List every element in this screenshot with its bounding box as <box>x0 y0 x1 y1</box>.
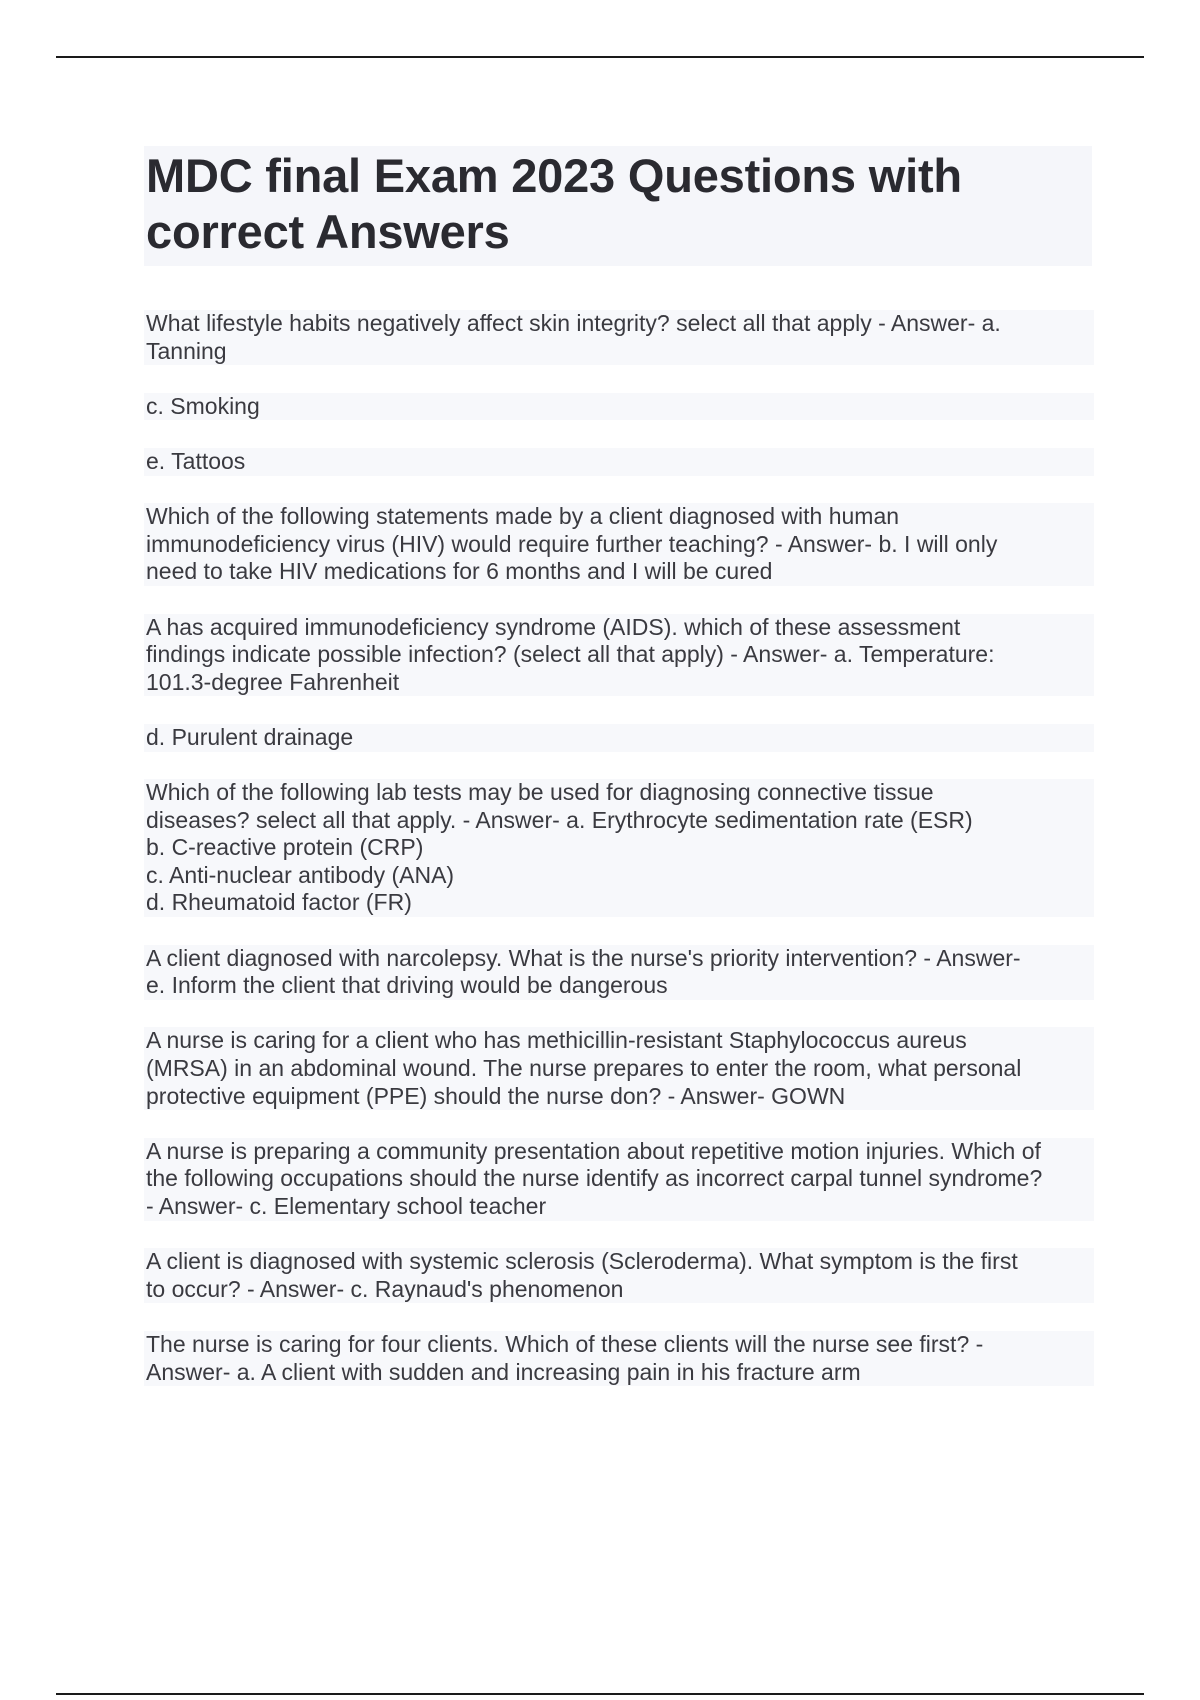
paragraph: e. Tattoos <box>144 448 1094 476</box>
paragraph: A client is diagnosed with systemic sclerosis (Scleroderma). What symptom is the first to occur? - Answer- c. Raynaud's phenomenon <box>144 1248 1094 1303</box>
paragraph: Which of the following statements made by a client diagnosed with human immunodeficiency virus (HIV) would require further teaching? - Answer- b. I will only need to take HIV medications for 6 months and I will be cured <box>144 503 1094 586</box>
paragraph: A nurse is preparing a community presentation about repetitive motion injuries. Which of the following occupations should the nurse identify as incorrect carpal tunnel syndrome? - Answer- c. Elementary school teacher <box>144 1138 1094 1221</box>
paragraph: Which of the following lab tests may be used for diagnosing connective tissue diseases? select all that apply. - Answer- a. Erythrocyte sedimentation rate (ESR) b. C-reactive protein (CRP) c. Anti-nuclear antibody (ANA) d. Rheumatoid factor (FR) <box>144 779 1094 917</box>
header-rule <box>56 56 1144 58</box>
paragraph: A client diagnosed with narcolepsy. What is the nurse's priority intervention? - Answer- e. Inform the client that driving would be dangerous <box>144 945 1094 1000</box>
paragraph: d. Purulent drainage <box>144 724 1094 752</box>
footer-rule <box>56 1693 1144 1695</box>
paragraph: What lifestyle habits negatively affect skin integrity? select all that apply - Answer- a. Tanning <box>144 310 1094 365</box>
document-title: MDC final Exam 2023 Questions with correct Answers <box>146 149 962 258</box>
paragraph: c. Smoking <box>144 393 1094 421</box>
paragraph: A nurse is caring for a client who has methicillin-resistant Staphylococcus aureus (MRSA) in an abdominal wound. The nurse prepares to enter the room, what personal protective equipment (PPE) should the nurse don? - Answer- GOWN <box>144 1027 1094 1110</box>
document-body <box>144 310 1094 1414</box>
paragraph: A has acquired immunodeficiency syndrome (AIDS). which of these assessment findings indicate possible infection? (select all that apply) - Answer- a. Temperature: 101.3-degree Fahrenheit <box>144 614 1094 697</box>
paragraph: The nurse is caring for four clients. Which of these clients will the nurse see first? - Answer- a. A client with sudden and increasing pain in his fracture arm <box>144 1331 1094 1386</box>
title-block <box>144 146 1092 266</box>
